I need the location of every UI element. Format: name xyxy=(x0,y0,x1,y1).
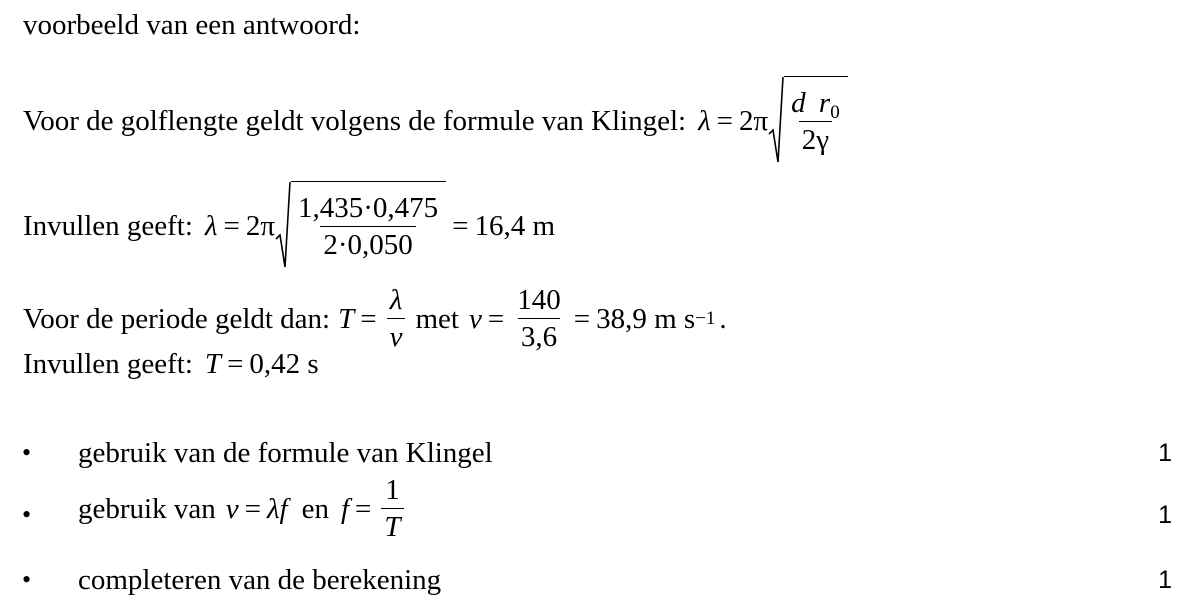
criterion-item xyxy=(78,436,493,470)
criterion-score: 1 xyxy=(1158,566,1172,594)
bullet: • xyxy=(22,438,32,467)
klingel-fraction xyxy=(788,85,843,158)
intro-text xyxy=(23,8,360,42)
result-text: Invullen geeft: xyxy=(23,348,193,380)
lambda-over-v-fraction xyxy=(387,282,406,355)
fraction-numerator: 1 xyxy=(385,474,400,506)
bullet: • xyxy=(22,565,32,594)
equals-sign: = xyxy=(223,210,240,242)
equals-sign: = xyxy=(452,210,469,242)
r-subscript: 0 xyxy=(830,102,840,123)
v-symbol: v xyxy=(225,492,239,525)
fraction-numerator: 1,435·0,475 xyxy=(298,192,439,224)
two-pi: 2π xyxy=(245,210,275,242)
klingel-formula-line xyxy=(23,76,848,166)
two-pi: 2π xyxy=(739,105,769,137)
fraction-numerator: λ xyxy=(389,284,403,316)
criterion-item xyxy=(78,472,408,545)
equals-sign: = xyxy=(487,302,505,335)
intro-label: voorbeeld van een antwoord: xyxy=(23,9,361,41)
lambda-symbol: λ xyxy=(204,210,218,242)
criterion-score: 1 xyxy=(1158,501,1172,529)
substitution-text: Invullen geeft: xyxy=(23,210,193,242)
v-symbol: v xyxy=(468,302,482,335)
equals-sign: = xyxy=(360,302,377,335)
criterion-item xyxy=(78,563,441,597)
period-text: Voor de periode geldt dan: xyxy=(23,302,331,335)
equals-sign: = xyxy=(355,492,372,525)
period-result-line xyxy=(23,347,319,381)
radical-sign-icon xyxy=(275,181,291,271)
period-dot: . xyxy=(719,302,727,335)
bullet: • xyxy=(22,500,32,529)
radical-sign-icon xyxy=(768,76,784,166)
equals-sign: = xyxy=(716,105,734,137)
fraction-denominator: 3,6 xyxy=(518,318,560,355)
substitution-fraction xyxy=(295,190,441,263)
period-formula-line: Voor de periode geldt dan: T = $\frac{\lambda}{v}$ met v = $\frac{140}{3,6}$ = 38,9 m s −1 . xyxy=(23,284,727,353)
klingel-sqrt xyxy=(768,76,848,166)
one-over-t-fraction xyxy=(381,472,403,545)
equals-sign: = xyxy=(227,348,244,380)
fraction-denominator: T xyxy=(381,508,403,545)
criterion-text: gebruik van xyxy=(78,492,216,525)
wavelength-result: 16,4 m xyxy=(474,210,556,242)
met-text: met xyxy=(415,302,459,335)
equals-sign: = xyxy=(244,492,261,525)
en-text: en xyxy=(301,492,329,525)
substitution-line xyxy=(23,181,555,271)
r-symbol: r xyxy=(818,87,831,119)
period-result: 0,42 s xyxy=(249,348,319,380)
speed-result: 38,9 m s xyxy=(596,302,696,335)
speed-fraction xyxy=(514,282,564,355)
d-symbol: d xyxy=(791,87,806,119)
f-symbol: f xyxy=(340,492,350,525)
fraction-denominator: 2·0,050 xyxy=(320,226,415,263)
t-symbol: T xyxy=(338,302,355,335)
criterion-text: completeren van de berekening xyxy=(78,564,442,596)
substitution-sqrt xyxy=(275,181,446,271)
equals-sign: = xyxy=(573,302,591,335)
fraction-numerator: 140 xyxy=(517,284,561,316)
criterion-score: 1 xyxy=(1158,439,1172,467)
t-symbol: T xyxy=(204,348,222,380)
lambda-f-symbol: λf xyxy=(266,492,288,525)
lambda-symbol: λ xyxy=(698,105,711,137)
two-gamma: 2γ xyxy=(801,124,830,156)
fraction-denominator: v xyxy=(387,318,406,355)
criterion-text: gebruik van de formule van Klingel xyxy=(78,437,493,469)
klingel-text: Voor de golflengte geldt volgens de formule van Klingel: xyxy=(23,105,687,137)
